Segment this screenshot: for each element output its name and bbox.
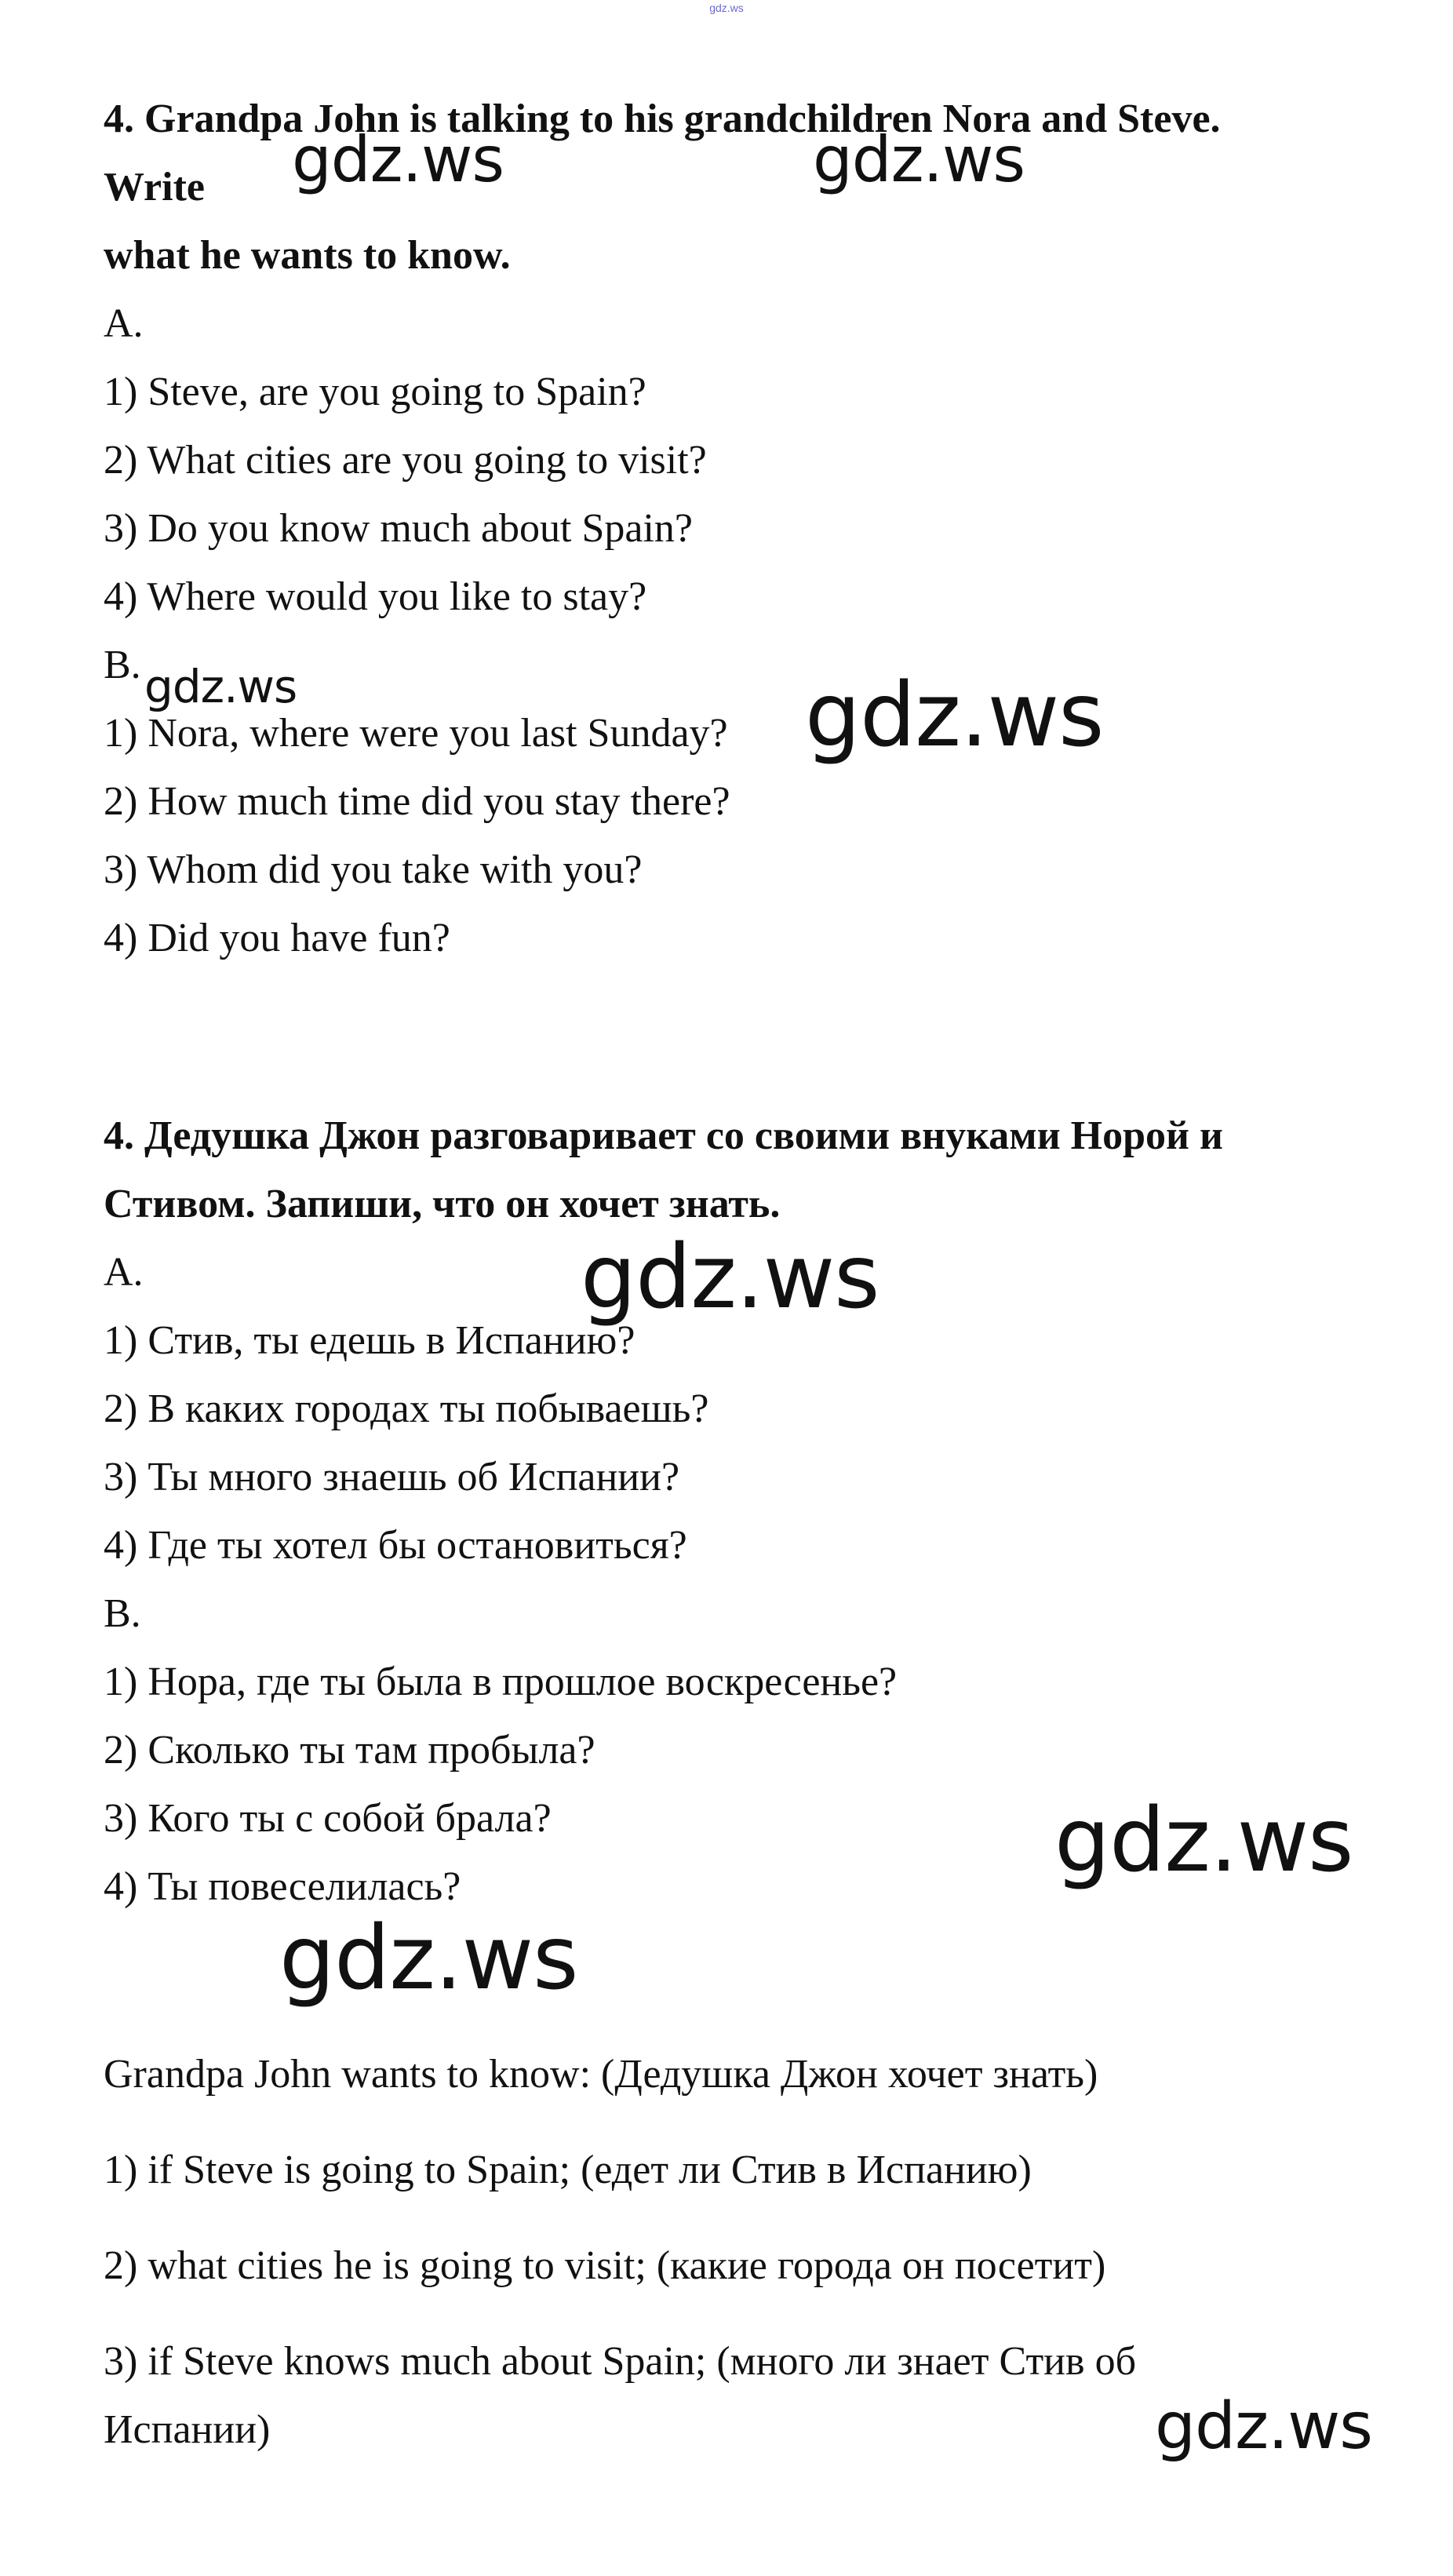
list-item: 4) Where would you like to stay? bbox=[104, 574, 647, 619]
list-item: 1) Steve, are you going to Spain? bbox=[104, 370, 646, 414]
list-item: 3) Ты много знаешь об Испании? bbox=[104, 1455, 680, 1499]
list-item: 2) What cities are you going to visit? bbox=[104, 438, 707, 483]
answer-item-continuation: Испании) bbox=[104, 2407, 271, 2452]
list-item: 2) How much time did you stay there? bbox=[104, 779, 730, 824]
english-title-line-3: what he wants to know. bbox=[104, 233, 511, 278]
list-item: 4) Ты повеселилась? bbox=[104, 1864, 461, 1909]
answer-item: 3) if Steve knows much about Spain; (много ли знает Стив об bbox=[104, 2339, 1137, 2384]
english-title-line-1: 4. Grandpa John is talking to his grandchildren Nora and Steve. bbox=[104, 97, 1221, 141]
russian-title-line-1: 4. Дедушка Джон разговаривает со своими внуками Норой и bbox=[104, 1113, 1223, 1158]
list-item: 3) Кого ты с собой брала? bbox=[104, 1796, 552, 1841]
watermark: gdz.ws bbox=[1054, 1790, 1353, 1892]
watermark: gdz.ws bbox=[292, 123, 504, 196]
answer-intro: Grandpa John wants to know: (Дедушка Джон хочет знать) bbox=[104, 2052, 1098, 2097]
list-item: 3) Do you know much about Spain? bbox=[104, 506, 694, 551]
english-title-line-2: Write bbox=[104, 165, 205, 210]
russian-section-b: В. bbox=[104, 1591, 141, 1636]
section-spacer bbox=[104, 972, 1390, 1102]
watermark: gdz.ws bbox=[1155, 2389, 1372, 2464]
list-item: 4) Где ты хотел бы остановиться? bbox=[104, 1523, 687, 1568]
watermark: gdz.ws bbox=[144, 660, 297, 713]
answer-item: 2) what cities he is going to visit; (какие города он посетит) bbox=[104, 2243, 1106, 2288]
list-item: 1) Стив, ты едешь в Испанию? bbox=[104, 1318, 635, 1363]
list-item: 3) Whom did you take with you? bbox=[104, 847, 643, 892]
watermark: gdz.ws bbox=[279, 1907, 578, 2009]
russian-section-a: А. bbox=[104, 1250, 144, 1295]
answer-item: 1) if Steve is going to Spain; (едет ли Стив в Испанию) bbox=[104, 2148, 1032, 2192]
list-item: 2) В каких городах ты побываешь? bbox=[104, 1386, 709, 1431]
english-section-a: A. bbox=[104, 301, 144, 346]
list-item: 1) Nora, where were you last Sunday? bbox=[104, 711, 728, 756]
list-item: 1) Нора, где ты была в прошлое воскресенье? bbox=[104, 1660, 898, 1704]
watermark: gdz.ws bbox=[805, 665, 1104, 767]
list-item: 4) Did you have fun? bbox=[104, 916, 450, 960]
english-exercise bbox=[104, 85, 1390, 972]
list-item: 2) Сколько ты там пробыла? bbox=[104, 1728, 595, 1773]
russian-title-line-2: Стивом. Запиши, что он хочет знать. bbox=[104, 1182, 781, 1226]
watermark: gdz.ws bbox=[581, 1226, 879, 1328]
watermark: gdz.ws bbox=[813, 123, 1025, 196]
english-section-b: B. bbox=[104, 643, 141, 687]
header-watermark: gdz.ws bbox=[709, 2, 744, 14]
